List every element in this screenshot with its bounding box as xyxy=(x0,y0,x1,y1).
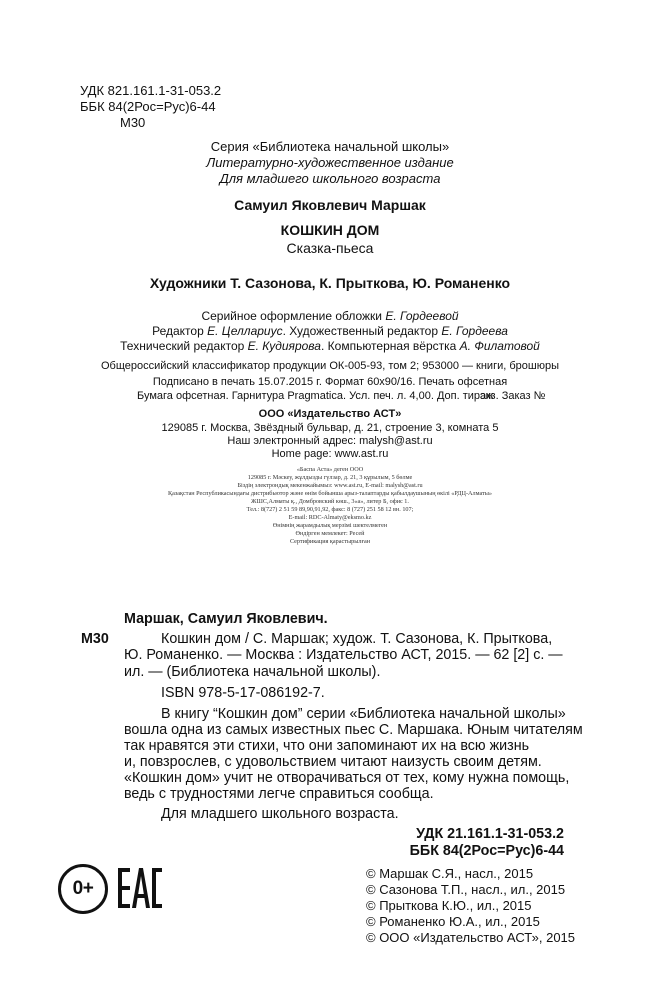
kazakh-line: Сертификация қарастырылған xyxy=(289,538,371,545)
edition-type: Литературно-художественное издание xyxy=(206,155,454,170)
annotation-line: и, повзрослев, с удовольствием читают наизусть своим детям. xyxy=(124,754,542,770)
catalog-description-line: Кошкин дом / С. Маршак; худож. Т. Сазонова, К. Прыткова, xyxy=(161,631,553,647)
copyright-line: © Маршак С.Я., насл., 2015 xyxy=(366,866,534,881)
book-author: Самуил Яковлевич Маршак xyxy=(234,197,426,213)
copyright-line: © Прыткова К.Ю., ил., 2015 xyxy=(366,898,532,913)
product-classifier: Общероссийский классификатор продукции ОК-005-93, том 2; 953000 — книги, брошюры xyxy=(101,360,559,372)
tech-editor-credit: Технический редактор Е. Кудиярова. Компьютерная вёрстка А. Филатовой xyxy=(120,339,540,353)
catalog-description-line: Ю. Романенко. — Москва : Издательство АСТ, 2015. — 62 [2] с. — xyxy=(124,647,563,663)
publisher-address: 129085 г. Москва, Звёздный бульвар, д. 21, строение 3, комната 5 xyxy=(161,422,499,434)
eac-mark-graphic xyxy=(117,866,163,912)
age-rating-label: 0+ xyxy=(72,878,94,899)
audience: Для младшего школьного возраста xyxy=(219,171,441,186)
kazakh-line: Тел.: 8(727) 2 51 59 89,90,91,92, факс: 8 (727) 251 58 12 вн. 107; xyxy=(246,506,414,513)
kazakh-line: E-mail: RDC-Almaty@eksmo.kz xyxy=(288,514,372,521)
kazakh-line: «Баспа Аста» деген ООО xyxy=(296,466,364,473)
bbk-code: ББК 84(2Рос=Рус)6-44 xyxy=(80,99,216,114)
book-subtitle: Сказка-пьеса xyxy=(286,240,374,256)
signed-to-print: Подписано в печать 15.07.2015 г. Формат 60х90/16. Печать офсетная xyxy=(152,376,508,388)
annotation-line: ведь с трудностями легче справиться сообща. xyxy=(124,786,434,802)
kazakh-line: ЖШС,Алматы қ., Домбровский көш., 3«а», литер Б, офис 1. xyxy=(251,498,409,505)
kazakh-line: Өндірген мемлекет: Ресей xyxy=(295,530,365,537)
book-title: КОШКИН ДОМ xyxy=(280,222,380,238)
editor-credit: Редактор Е. Целлариус. Художественный редактор Е. Гордеева xyxy=(152,324,508,338)
age-rating-seal xyxy=(58,864,108,914)
copyright-line: © Сазонова Т.П., насл., ил., 2015 xyxy=(366,882,566,897)
annotation-line: «Кошкин дом» учит не отворачиваться от тех, кому нужна помощь, xyxy=(124,770,570,786)
annotation-line: В книгу “Кошкин дом” серии «Библиотека начальной школы» xyxy=(161,706,566,722)
catalog-description-line: ил. — (Библиотека начальной школы). xyxy=(124,664,381,680)
publisher-homepage: Home page: www.ast.ru xyxy=(271,448,389,460)
cover-design-credit: Серийное оформление обложки Е. Гордеевой xyxy=(201,309,459,323)
annotation-line: так нравятся эти стихи, что они запоминают их на всю жизнь xyxy=(124,738,530,754)
kazakh-line: Қазақстан Республикасындағы дистрибьютор және өнім бойынша арыз-талаптарды қабылдаушының өкілі «РДЦ-Алматы» xyxy=(167,490,493,497)
copyright-line: © Романенко Ю.А., ил., 2015 xyxy=(366,914,540,929)
series-line: Серия «Библиотека начальной школы» xyxy=(210,139,450,154)
eac-mark xyxy=(117,866,163,912)
paper-info: Бумага офсетная. Гарнитура Pragmatica. Усл. печ. л. 4,00. Доп. тираж xyxy=(137,390,494,402)
order-info: экз. Заказ № xyxy=(480,390,546,402)
catalog-isbn: ISBN 978-5-17-086192-7. xyxy=(161,685,325,701)
author-mark: М30 xyxy=(120,115,146,130)
publisher-email: Наш электронный адрес: malysh@ast.ru xyxy=(227,435,433,447)
catalog-bbk: ББК 84(2Рос=Рус)6-44 xyxy=(409,843,564,859)
kazakh-line: Өнімнің жарамдылық мерзімі шектелмеген xyxy=(272,522,388,529)
kazakh-line: 129085 г. Мәскеу, жұлдызды гүлзар, д. 21, 3 құрылым, 5 бөлме xyxy=(247,474,413,481)
catalog-udk: УДК 21.161.1-31-053.2 xyxy=(416,826,564,842)
illustrators: Художники Т. Сазонова, К. Прыткова, Ю. Романенко xyxy=(149,275,511,291)
catalog-heading: Маршак, Самуил Яковлевич. xyxy=(124,611,328,627)
publisher-name: ООО «Издательство АСТ» xyxy=(258,408,402,420)
copyright-line: © ООО «Издательство АСТ», 2015 xyxy=(366,930,576,945)
annotation-line: вошла одна из самых известных пьес С. Маршака. Юным читателям xyxy=(124,722,583,738)
catalog-mark: М30 xyxy=(81,631,109,647)
udk-code: УДК 821.161.1-31-053.2 xyxy=(80,83,222,98)
kazakh-line: Біздің электрондық мекенжайымыз: www.ast.ru, E-mail: malysh@ast.ru xyxy=(237,482,423,489)
catalog-age: Для младшего школьного возраста. xyxy=(161,806,399,822)
